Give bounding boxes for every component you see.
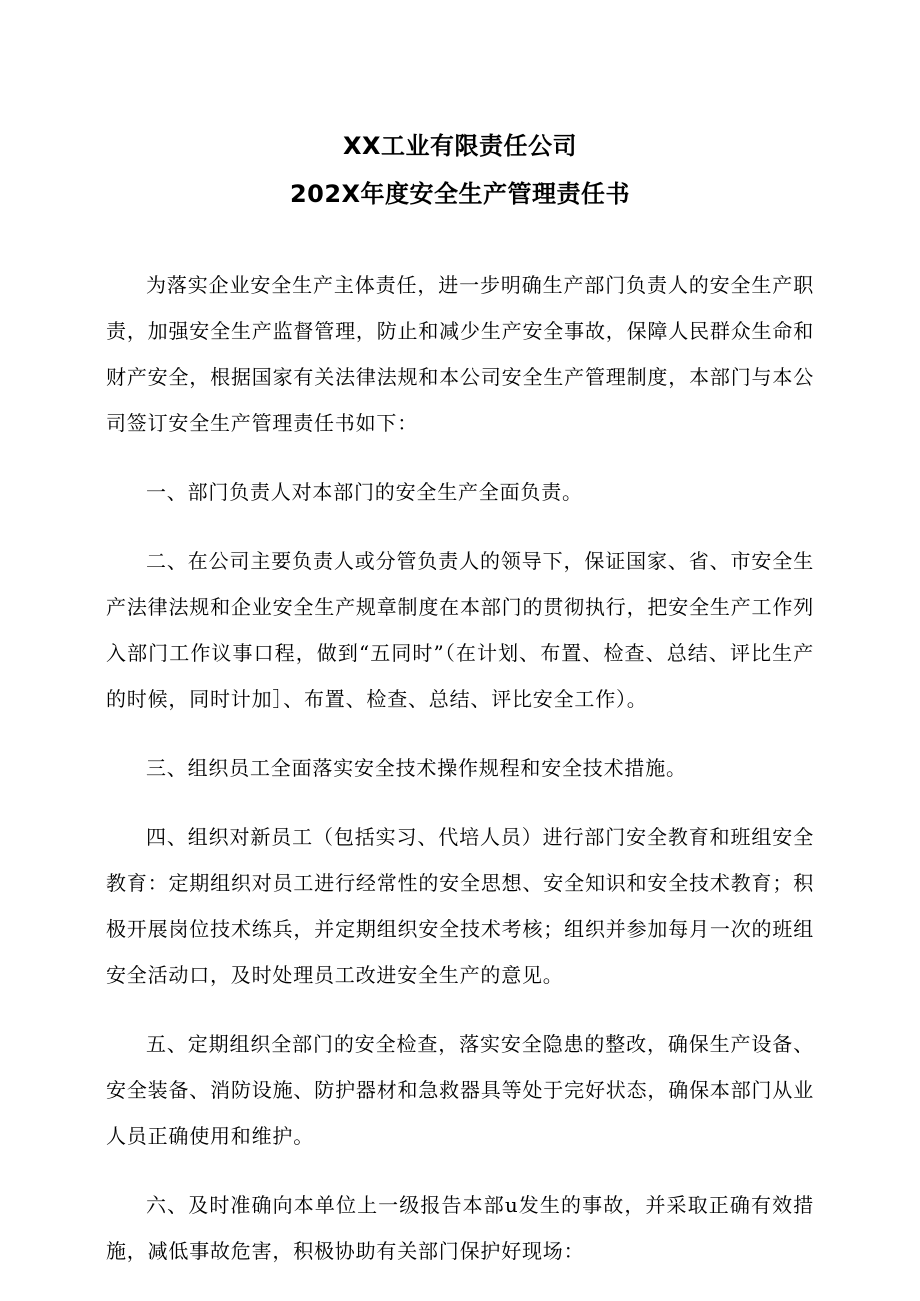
document-title bbox=[0, 122, 920, 218]
clause-4-paragraph: 四、组织对新员工（包括实习、代培人员）进行部门安全教育和班组安全教育：定期组织对员工进行经常性的安全思想、安全知识和安全技术教育；积极开展岗位技术练兵，并定期组织安全技术考核；组织并参加每月一次的班组安全活动口，及时处理员工改进安全生产的意见。 bbox=[106, 825, 814, 987]
responsibility-letter-title: 202X年度安全生产管理责任书 bbox=[289, 180, 631, 208]
clause-1-paragraph: 一、部门负责人对本部门的安全生产全面负责。 bbox=[146, 480, 583, 504]
clause-5-paragraph: 五、定期组织全部门的安全检查，落实安全隐患的整改，确保生产设备、安全装备、消防设施、防护器材和急救器具等处于完好状态，确保本部门从业人员正确使用和维护。 bbox=[106, 1032, 814, 1148]
clause-6-paragraph: 六、及时准确向本单位上一级报告本部u发生的事故，并采取正确有效措施，减低事故危害，积极协助有关部门保护好现场： bbox=[106, 1193, 814, 1263]
intro-paragraph: 为落实企业安全生产主体责任，进一步明确生产部门负责人的安全生产职责，加强安全生产监督管理，防止和减少生产安全事故，保障人民群众生命和财产安全，根据国家有关法律法规和本公司安全生产管理制度，本部门与本公司签订安全生产管理责任书如下： bbox=[106, 273, 814, 435]
company-name-title: XX工业有限责任公司 bbox=[342, 132, 577, 160]
clause-3-paragraph: 三、组织员工全面落实安全技术操作规程和安全技术措施。 bbox=[146, 756, 687, 780]
document-body bbox=[106, 262, 814, 1274]
clause-2-paragraph: 二、在公司主要负责人或分管负责人的领导下，保证国家、省、市安全生产法律法规和企业安全生产规章制度在本部门的贯彻执行，把安全生产工作列入部门工作议事口程，做到“五同时”（在计划、布置、检查、总结、评比生产的时候，同时计加］、布置、检查、总结、评比安全工作）。 bbox=[106, 549, 814, 711]
